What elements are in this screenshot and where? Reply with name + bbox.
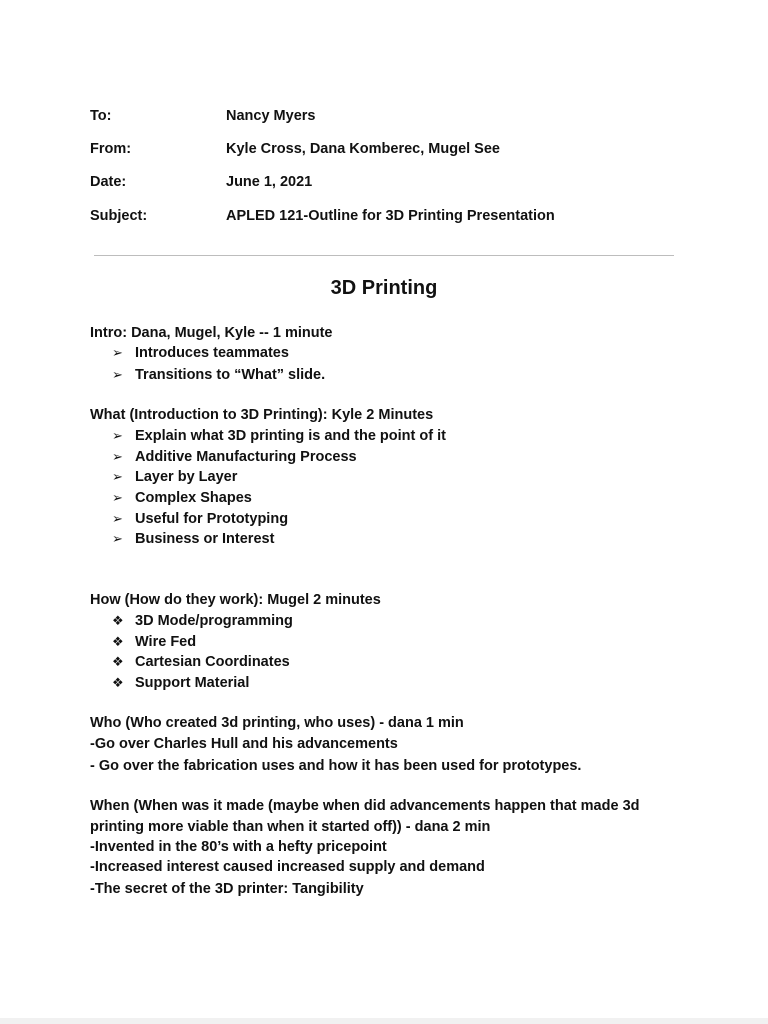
what-item-text: Business or Interest (135, 531, 275, 547)
document-title: 3D Printing (330, 277, 438, 299)
memo-subject-row (90, 208, 690, 228)
memo-from-value: Kyle Cross, Dana Komberec, Mugel See (226, 141, 500, 157)
memo-from-row (90, 141, 690, 161)
intro-heading: Intro: Dana, Mugel, Kyle -- 1 minute (90, 325, 333, 341)
memo-to-value: Nancy Myers (226, 108, 316, 124)
what-item-text: Layer by Layer (135, 469, 238, 485)
who-line: -Go over Charles Hull and his advancements (90, 736, 398, 752)
arrow-bullet-icon: ➢ (112, 429, 123, 444)
when-line: -The secret of the 3D printer: Tangibility (90, 881, 364, 897)
memo-to-label: To: (90, 108, 112, 124)
diamond-bullet-icon: ❖ (112, 635, 124, 650)
header-divider (94, 255, 674, 256)
intro-item (112, 367, 325, 383)
what-item (112, 428, 446, 444)
memo-from-label: From: (90, 141, 132, 157)
what-item (112, 511, 288, 527)
memo-date-label: Date: (90, 174, 127, 190)
memo-subject-label: Subject: (90, 208, 148, 224)
what-heading: What (Introduction to 3D Printing): Kyle 2 Minutes (90, 407, 434, 423)
arrow-bullet-icon: ➢ (112, 512, 123, 527)
page-bottom-edge (0, 1018, 768, 1024)
how-item (112, 675, 249, 691)
arrow-bullet-icon: ➢ (112, 450, 123, 465)
arrow-bullet-icon: ➢ (112, 368, 123, 383)
when-line: -Invented in the 80’s with a hefty pricepoint (90, 839, 387, 855)
arrow-bullet-icon: ➢ (112, 532, 123, 547)
who-line: - Go over the fabrication uses and how it has been used for prototypes. (90, 758, 582, 774)
memo-date-value: June 1, 2021 (226, 174, 313, 190)
intro-item (112, 345, 289, 361)
what-item-text: Complex Shapes (135, 490, 252, 506)
what-item (112, 449, 357, 465)
intro-item-text: Introduces teammates (135, 345, 289, 361)
diamond-bullet-icon: ❖ (112, 655, 124, 670)
how-item-text: 3D Mode/programming (135, 613, 293, 629)
diamond-bullet-icon: ❖ (112, 676, 124, 691)
when-heading-line1: When (When was it made (maybe when did advancements happen that made 3d (90, 798, 640, 814)
how-item (112, 654, 290, 670)
what-item (112, 490, 252, 506)
what-item-text: Useful for Prototyping (135, 511, 289, 527)
when-line: -Increased interest caused increased supply and demand (90, 859, 485, 875)
arrow-bullet-icon: ➢ (112, 491, 123, 506)
how-item-text: Cartesian Coordinates (135, 654, 290, 670)
who-heading: Who (Who created 3d printing, who uses) - dana 1 min (90, 715, 464, 731)
what-item (112, 531, 274, 547)
how-item-text: Support Material (135, 675, 250, 691)
memo-to-row (90, 108, 690, 128)
memo-date-row (90, 174, 690, 194)
memo-subject-value: APLED 121-Outline for 3D Printing Presentation (226, 208, 555, 224)
intro-item-text: Transitions to “What” slide. (135, 367, 326, 383)
how-heading: How (How do they work): Mugel 2 minutes (90, 592, 381, 608)
how-item-text: Wire Fed (135, 634, 197, 650)
what-item (112, 469, 237, 485)
what-item-text: Additive Manufacturing Process (135, 449, 357, 465)
arrow-bullet-icon: ➢ (112, 470, 123, 485)
arrow-bullet-icon: ➢ (112, 346, 123, 361)
what-item-text: Explain what 3D printing is and the point of it (135, 428, 446, 444)
diamond-bullet-icon: ❖ (112, 614, 124, 629)
how-item (112, 613, 293, 629)
when-heading-line2: printing more viable than when it started off)) - dana 2 min (90, 819, 491, 835)
how-item (112, 634, 196, 650)
